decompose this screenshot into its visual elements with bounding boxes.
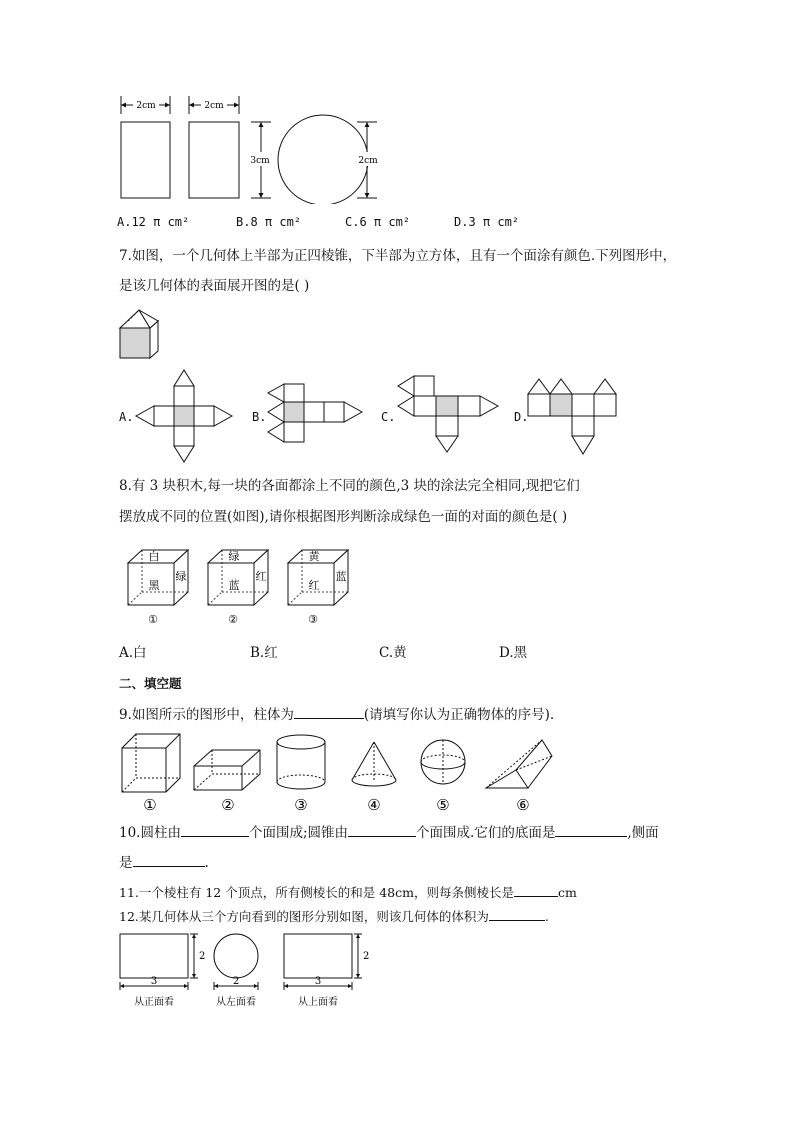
dim-w1: 2cm [136, 101, 156, 111]
q12-prefix: 12.某几何体从三个方向看到的图形分别如图，则该几何体的体积为 [119, 909, 489, 924]
dim-d: 2cm [358, 156, 378, 166]
q8-option-b[interactable]: B.红 [250, 645, 278, 661]
q12-views-figure [116, 928, 376, 1016]
q9-num-6: ⑥ [516, 796, 530, 814]
q11-text [119, 882, 577, 903]
q9-solids-figure [116, 730, 566, 818]
top-view-width: 3 [314, 976, 322, 987]
q6-option-c[interactable]: C.6 π cm² [345, 215, 411, 229]
side-view-label: 从左面看 [216, 997, 256, 1008]
q10-p3: 个面围成.它们的底面是 [416, 825, 556, 841]
q9-num-1: ① [143, 796, 157, 814]
q10-p4: ,侧面 [627, 825, 659, 841]
front-view-width: 3 [150, 976, 158, 987]
cube1-side: 绿 [175, 570, 187, 583]
q6-diagram [115, 92, 415, 204]
cube3-side: 蓝 [335, 570, 347, 583]
cube2-number: ② [228, 613, 238, 626]
q9-num-3: ③ [294, 796, 308, 814]
q7-net-c[interactable] [394, 372, 504, 472]
top-view-height: 2 [363, 951, 370, 962]
q9-num-4: ④ [367, 796, 381, 814]
q11-prefix: 11.一个棱柱有 12 个顶点，所有侧棱长的和是 48cm，则每条侧棱长是 [119, 885, 514, 900]
q10-blank-4[interactable] [133, 852, 205, 867]
q12-text [119, 906, 549, 927]
q7-option-a-label[interactable]: A. [119, 410, 134, 424]
q6-option-a[interactable]: A.12 π cm² [117, 215, 190, 229]
q7-net-b[interactable] [264, 380, 368, 454]
q7-solid-figure [118, 308, 162, 364]
top-view-label: 从上面看 [298, 997, 338, 1008]
front-view-label: 从正面看 [134, 997, 174, 1008]
q9-num-2: ② [221, 796, 235, 814]
q9-blank[interactable] [294, 704, 364, 719]
q7-option-d-label[interactable]: D. [514, 410, 529, 424]
cube1-number: ① [148, 613, 158, 626]
q10-blank-2[interactable] [348, 822, 416, 837]
cube2-side: 红 [255, 570, 267, 583]
dim-h: 3cm [250, 156, 270, 166]
dim-w2: 2cm [204, 101, 224, 111]
q7-net-a[interactable] [134, 368, 238, 468]
q9-prefix: 9.如图所示的图形中，柱体为 [119, 707, 294, 723]
q10-p1: 10.圆柱由 [119, 825, 181, 841]
q8-option-d[interactable]: D.黑 [499, 645, 528, 661]
q10-p2: 个面围成;圆锥由 [248, 825, 349, 841]
q8-cube-2 [204, 545, 274, 631]
cube3-number: ③ [308, 613, 318, 626]
q10-p6: . [204, 855, 209, 871]
q7-text-line1: 7.如图，一个几何体上半部为正四棱锥，下半部为立方体，且有一个面涂有颜色.下列图形中， [119, 248, 677, 264]
q7-option-b-label[interactable]: B. [252, 410, 267, 424]
front-view-height: 2 [199, 951, 206, 962]
q10-blank-3[interactable] [555, 822, 627, 837]
q11-suffix: cm [557, 885, 577, 900]
q8-text-line1: 8.有 3 块积木,每一块的各面都涂上不同的颜色,3 块的涂法完全相同,现把它们 [119, 478, 580, 494]
cube2-top: 绿 [228, 550, 240, 563]
q6-figure [115, 92, 415, 204]
q8-text-line2: 摆放成不同的位置(如图),请你根据图形判断涂成绿色一面的对面的颜色是( ) [119, 509, 568, 525]
q8-option-a[interactable]: A.白 [119, 645, 147, 661]
q8-option-c[interactable]: C.黄 [379, 645, 407, 661]
q11-blank[interactable] [514, 882, 558, 897]
cube1-front: 黑 [148, 579, 160, 592]
side-view-width: 2 [232, 976, 240, 987]
q7-net-d[interactable] [526, 376, 620, 468]
q9-num-5: ⑤ [436, 796, 450, 814]
q12-suffix: . [544, 909, 549, 924]
cube3-top: 黄 [308, 550, 320, 563]
cube3-front: 红 [308, 579, 320, 592]
q8-cube-1 [124, 545, 194, 631]
section-title-fill-blank: 二、填空题 [119, 676, 182, 691]
q8-cube-3 [284, 545, 354, 631]
cube1-top: 白 [148, 550, 160, 563]
q7-text-line2: 是该几何体的表面展开图的是( ) [119, 278, 310, 294]
q10-p5: 是 [119, 855, 133, 871]
q9-suffix: (请填写你认为正确物体的序号). [363, 707, 555, 723]
q12-blank[interactable] [489, 906, 545, 921]
q7-option-c-label[interactable]: C. [381, 410, 396, 424]
cube2-front: 蓝 [228, 579, 240, 592]
q10-line2 [119, 852, 209, 873]
q6-option-b[interactable]: B.8 π cm² [236, 215, 302, 229]
q10-line1 [119, 822, 659, 843]
q10-blank-1[interactable] [181, 822, 249, 837]
q9-text [119, 704, 554, 725]
q6-option-d[interactable]: D.3 π cm² [454, 215, 520, 229]
